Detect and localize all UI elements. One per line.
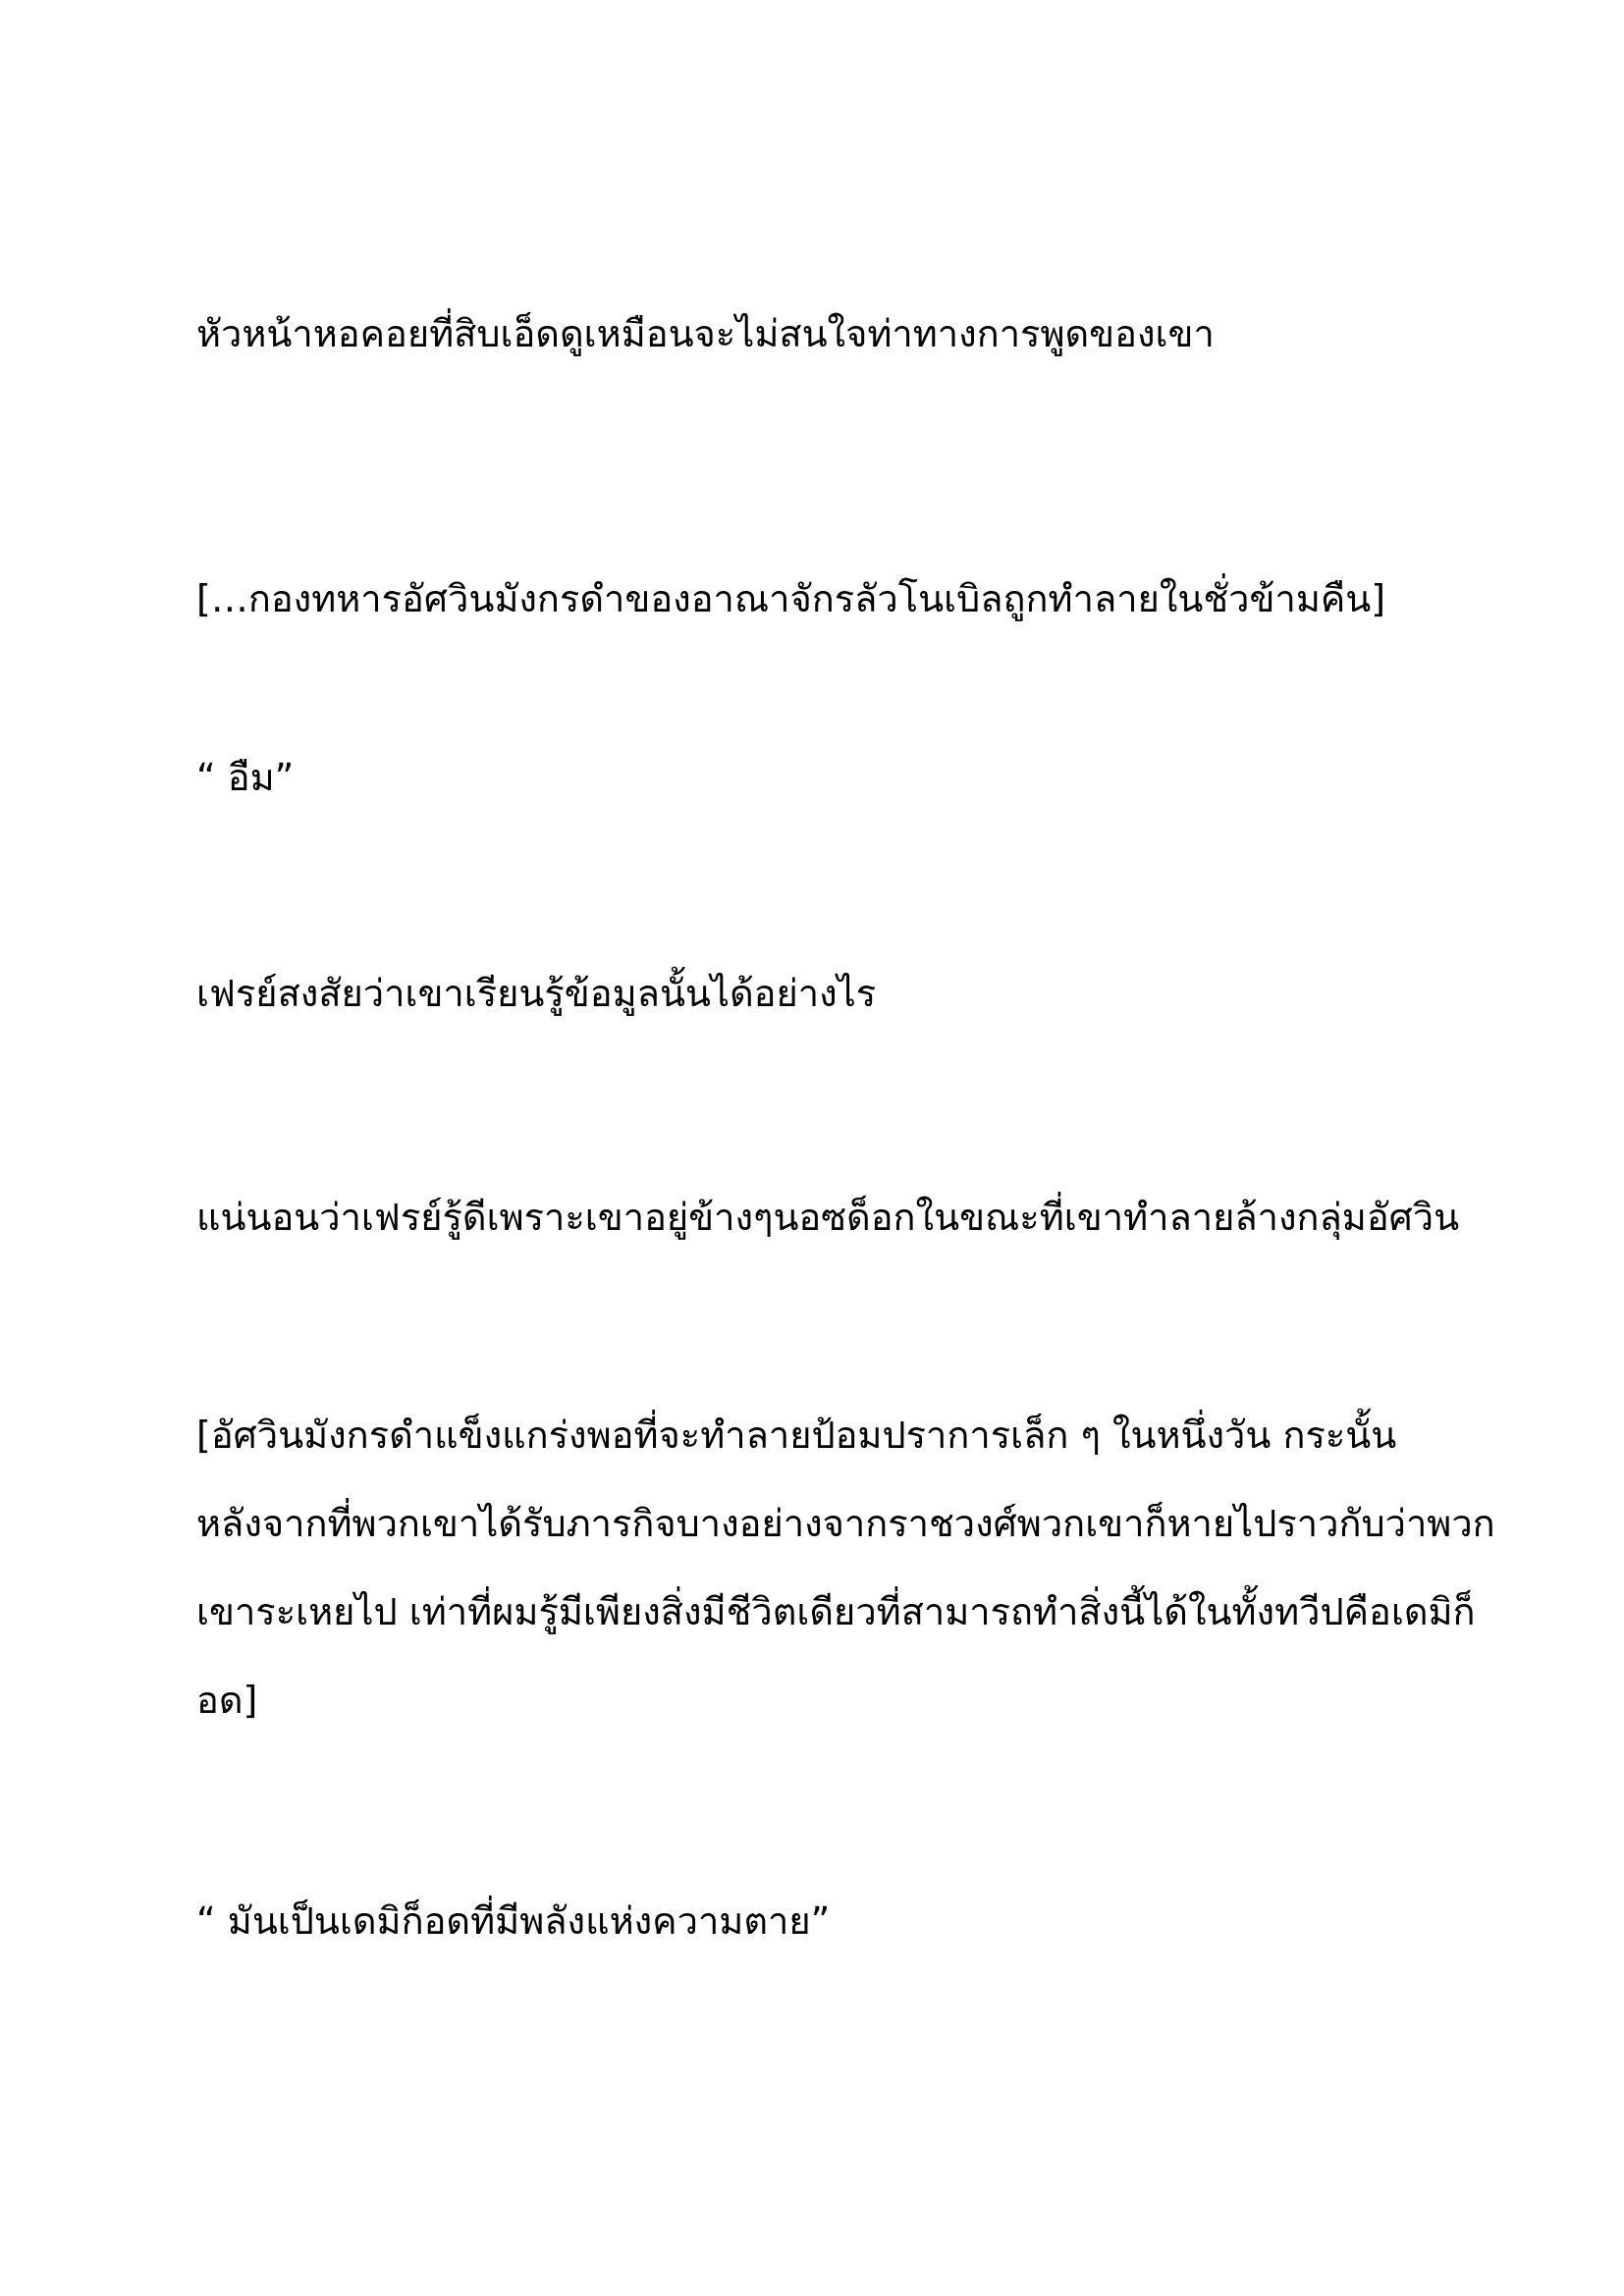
paragraph-7: “ มันเป็นเดมิก็อดที่มีพลังแห่งความตาย” [196,1899,831,1943]
paragraph-4: เฟรย์สงสัยว่าเขาเรียนรู้ข้อมูลนั้นได้อย่างไร [196,972,877,1015]
paragraph-6-line-4: อด] [196,1679,258,1722]
paragraph-1: หัวหน้าหอคอยที่สิบเอ็ดดูเหมือนจะไม่สนใจท่าทางการพูดของเขา [196,312,1215,355]
paragraph-5: แน่นอนว่าเฟรย์รู้ดีเพราะเขาอยู่ข้างๆนอซด็อกในขณะที่เขาทำลายล้างกลุ่มอัศวิน [196,1196,1460,1239]
paragraph-3: “ อืม” [196,756,295,799]
paragraph-6-line-3: เขาระเหยไป เท่าที่ผมรู้มีเพียงสิ่งมีชีวิตเดียวที่สามารถทำสิ่งนี้ได้ในทั้งทวีปคือเดมิก็ [196,1590,1476,1633]
paragraph-6-line-1: [อัศวินมังกรดำแข็งแกร่งพอที่จะทำลายป้อมปราการเล็ก ๆ ในหนึ่งวัน กระนั้น [196,1414,1397,1457]
paragraph-6-line-2: หลังจากที่พวกเขาได้รับภารกิจบางอย่างจากราชวงศ์พวกเขาก็หายไปราวกับว่าพวก [196,1502,1495,1545]
paragraph-2: […กองทหารอัศวินมังกรดำของอาณาจักรลัวโนเบิลถูกทำลายในชั่วข้ามคืน] [196,577,1386,620]
